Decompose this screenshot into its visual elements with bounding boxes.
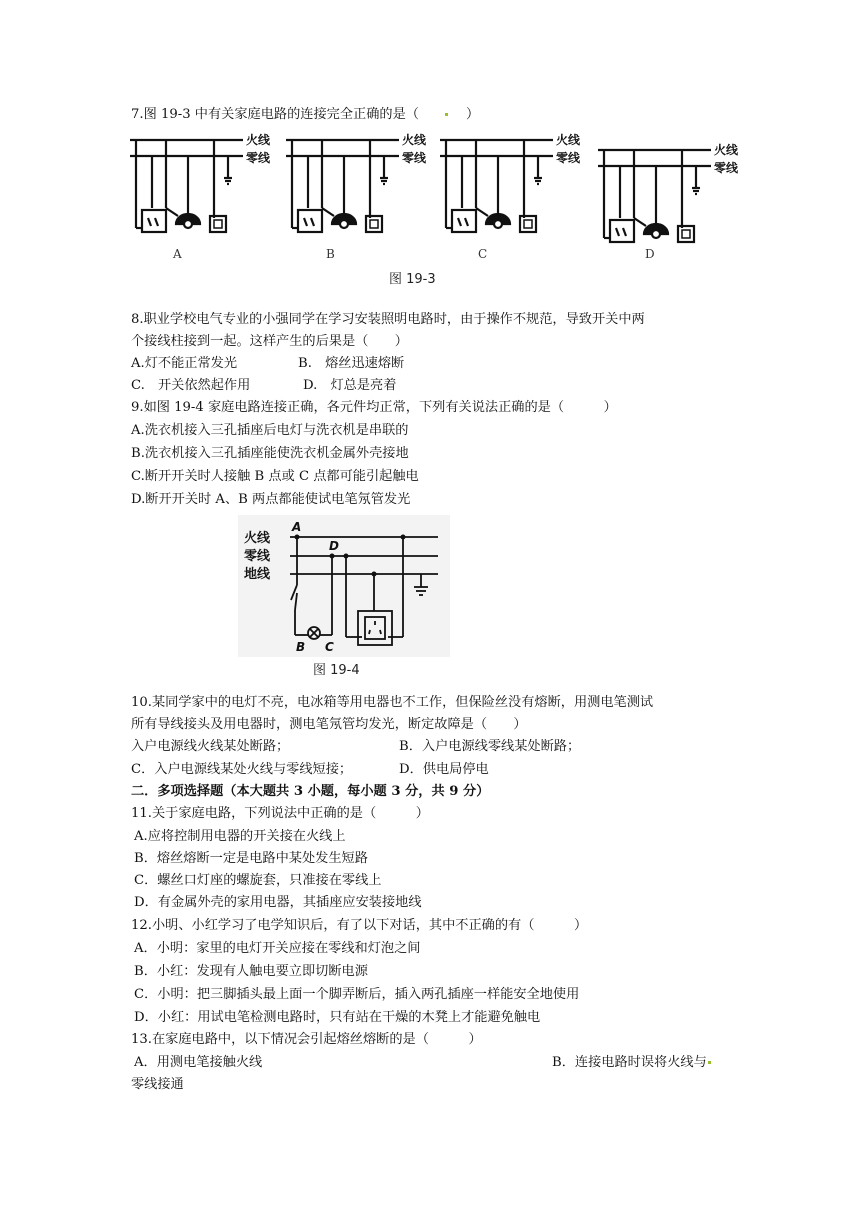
neutral-wire-label: 零线 <box>402 151 427 165</box>
mark-dot <box>445 113 448 116</box>
q13-option-a: A．用测电笔接触火线 <box>134 1055 263 1070</box>
q7-stem: 7.图 19-3 中有关家庭电路的连接完全正确的是（ ） <box>131 107 480 122</box>
section-2-heading: 二．多项选择题（本大题共 3 小题，每小题 3 分，共 9 分） <box>131 784 490 799</box>
q12-option-c: C．小明：把三脚插头最上面一个脚弄断后，插入两孔插座一样能安全地使用 <box>134 987 580 1002</box>
q11-option-c: C．螺丝口灯座的螺旋套，只准接在零线上 <box>134 873 382 888</box>
point-a-label: A <box>292 520 302 534</box>
q10-option-a: 入户电源线火线某处断路； <box>131 739 290 754</box>
circuit-diagram-b <box>286 132 427 232</box>
figure-19-4 <box>238 515 450 657</box>
q9-option-d: D.断开开关时 A、B 两点都能使试电笔氖管发光 <box>131 492 411 507</box>
live-wire-label: 火线 <box>402 133 427 147</box>
q13-stem: 13.在家庭电路中，以下情况会引起熔丝熔断的是（ ） <box>131 1032 482 1047</box>
q8-stem-line1: 8.职业学校电气专业的小强同学在学习安装照明电路时，由于操作不规范，导致开关中两 <box>131 312 645 327</box>
circuit-diagram-a <box>130 132 271 232</box>
neutral-wire-label: 零线 <box>556 151 581 165</box>
live-wire-label: 火线 <box>556 133 581 147</box>
point-c-label: C <box>325 640 334 654</box>
q10-option-c: C．入户电源线某处火线与零线短接； <box>131 762 353 777</box>
figure-19-4-caption: 图 19-4 <box>313 663 360 678</box>
q9-option-b: B.洗衣机接入三孔插座能使洗衣机金属外壳接地 <box>131 446 409 461</box>
circuit-diagram-d <box>598 142 739 242</box>
q12-option-a: A．小明：家里的电灯开关应接在零线和灯泡之间 <box>134 941 421 956</box>
q12-option-b: B．小红：发现有人触电要立即切断电源 <box>134 964 368 979</box>
q12-option-d: D．小红：用试电笔检测电路时，只有站在干燥的木凳上才能避免触电 <box>134 1010 541 1025</box>
q8-option-c: C. 开关依然起作用 <box>131 378 251 393</box>
ground-wire-label: 地线 <box>244 567 271 582</box>
q11-option-a: A.应将控制用电器的开关接在火线上 <box>134 829 346 844</box>
q11-option-b: B．熔丝熔断一定是电路中某处发生短路 <box>134 851 368 866</box>
q11-option-d: D．有金属外壳的家用电器，其插座应安装接地线 <box>134 895 422 910</box>
figure-19-3 <box>128 128 739 246</box>
q13-option-b-continued: 零线接通 <box>131 1077 184 1092</box>
q9-option-a: A.洗衣机接入三孔插座后电灯与洗衣机是串联的 <box>131 423 409 438</box>
figure-option-c: C <box>478 247 488 261</box>
neutral-wire-label: 零线 <box>244 549 271 564</box>
figure-option-a: A <box>173 247 182 261</box>
q13-option-b: B．连接电路时误将火线与 <box>552 1053 711 1073</box>
q8-option-a: A.灯不能正常发光 <box>131 356 238 371</box>
point-d-label: D <box>329 539 339 553</box>
q10-stem-line1: 10.某同学家中的电灯不亮，电冰箱等用电器也不工作，但保险丝没有熔断，用测电笔测试 <box>131 695 654 710</box>
figure-option-b: B <box>326 247 335 261</box>
q8-stem-line2: 个接线柱接到一起。这样产生的后果是（ ） <box>131 334 408 349</box>
q9-option-c: C.断开开关时人接触 B 点或 C 点都可能引起触电 <box>131 469 419 484</box>
live-wire-label: 火线 <box>714 143 739 157</box>
q11-stem: 11.关于家庭电路，下列说法中正确的是（ ） <box>131 806 429 821</box>
figure-19-3-caption: 图 19-3 <box>389 272 436 287</box>
q8-option-d: D. 灯总是亮着 <box>303 378 397 393</box>
neutral-wire-label: 零线 <box>246 151 271 165</box>
q10-option-b: B．入户电源线零线某处断路； <box>399 739 581 754</box>
live-wire-label: 火线 <box>244 531 271 546</box>
point-b-label: B <box>296 640 306 654</box>
q10-stem-line2: 所有导线接头及用电器时，测电笔氖管均发光，断定故障是（ ） <box>131 717 527 732</box>
live-wire-label: 火线 <box>246 133 271 147</box>
q12-stem: 12.小明、小红学习了电学知识后，有了以下对话，其中不正确的有（ ） <box>131 918 588 933</box>
neutral-wire-label: 零线 <box>714 161 739 175</box>
q8-option-b: B. 熔丝迅速熔断 <box>298 356 405 371</box>
figure-option-d: D <box>645 247 655 261</box>
circuit-diagram-c <box>440 132 581 232</box>
q10-option-d: D．供电局停电 <box>399 762 489 777</box>
q9-stem: 9.如图 19-4 家庭电路连接正确，各元件均正常，下列有关说法正确的是（ ） <box>131 400 617 415</box>
mark-dot <box>708 1061 711 1064</box>
